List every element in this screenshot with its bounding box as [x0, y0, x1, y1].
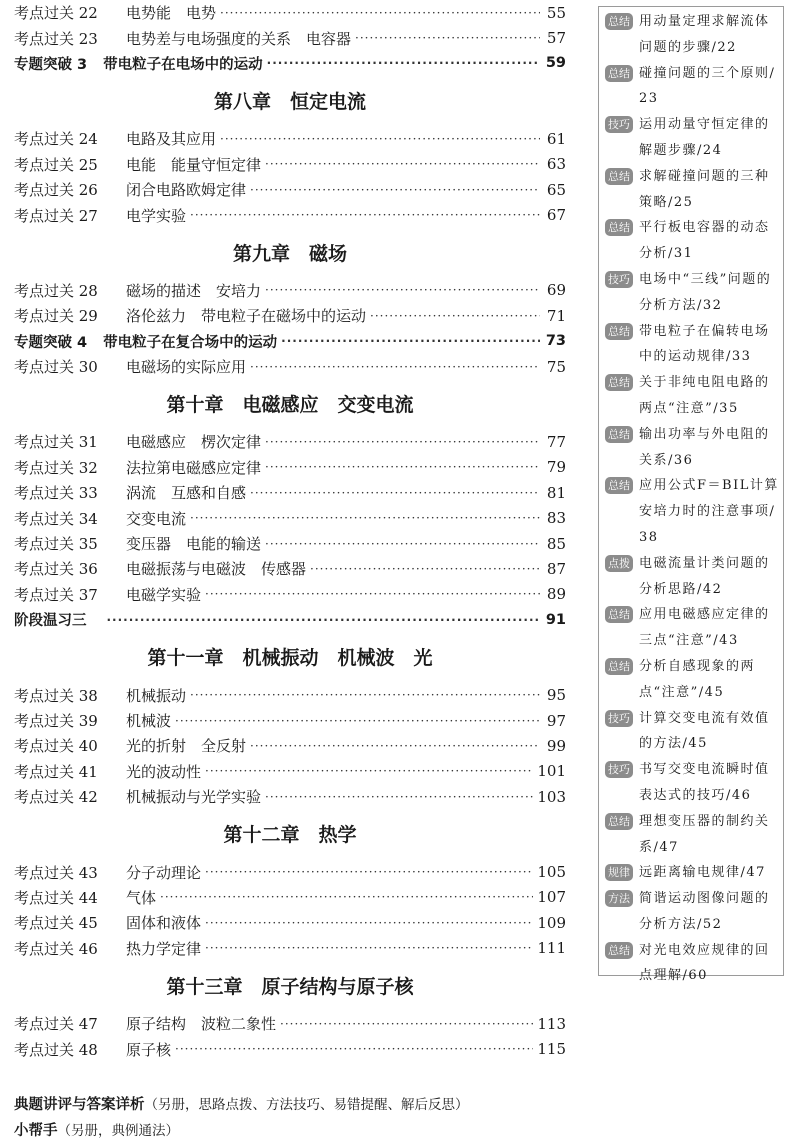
- sidebar-note: [605, 112, 779, 164]
- toc-entry[interactable]: [14, 354, 566, 379]
- entry-title: 机械振动与光学实验: [126, 786, 265, 807]
- note-text: 运用动量守恒定律的解题步骤/24: [639, 117, 770, 158]
- leader-dots: [265, 790, 533, 804]
- entry-title: 分子动理论: [126, 862, 205, 883]
- footer-helper-note: （另册，典例通法）: [57, 1123, 179, 1139]
- leader-dots: [281, 334, 540, 348]
- page-number: 81: [546, 483, 566, 502]
- page-number: 87: [546, 559, 566, 578]
- toc-entry[interactable]: [14, 303, 566, 328]
- note-tag-badge: 技巧: [605, 271, 633, 288]
- leader-dots: [220, 132, 540, 146]
- leader-dots: [250, 739, 540, 753]
- page-number: 77: [546, 432, 566, 451]
- table-of-contents: [14, 0, 566, 1062]
- entry-title: 电磁振荡与电磁波 传感器: [126, 558, 310, 579]
- toc-entry[interactable]: [14, 759, 566, 784]
- leader-dots: [267, 56, 540, 70]
- page-number: 57: [546, 29, 566, 48]
- leader-dots: [250, 360, 540, 374]
- note-text: 理想变压器的制约关系/47: [639, 813, 770, 855]
- sidebar-note: [605, 215, 779, 267]
- entry-code: 考点过关 45: [14, 914, 98, 933]
- sidebar-note: [605, 319, 779, 371]
- note-tag-badge: 总结: [605, 65, 633, 82]
- leader-dots: [205, 865, 533, 879]
- page-number: 109: [537, 913, 566, 932]
- special-entry[interactable]: [14, 329, 566, 354]
- entry-code: 考点过关 37: [14, 585, 98, 604]
- special-entry[interactable]: [14, 51, 566, 76]
- entry-title: 闭合电路欧姆定律: [126, 179, 250, 200]
- sidebar-note: [605, 654, 779, 706]
- entry-code: 考点过关 44: [14, 888, 98, 907]
- toc-entry[interactable]: [14, 936, 566, 961]
- leader-dots: [265, 460, 540, 474]
- leader-dots: [160, 890, 533, 904]
- entry-code: 专题突破 3: [14, 56, 88, 73]
- toc-entry[interactable]: [14, 708, 566, 733]
- leader-dots: [205, 941, 533, 955]
- sidebar-note: [605, 938, 779, 990]
- sidebar-note: [605, 602, 779, 654]
- note-text: 电磁流量计类问题的分析思路/42: [639, 555, 770, 597]
- toc-entry[interactable]: [14, 582, 566, 607]
- note-tag-badge: 总结: [605, 477, 633, 494]
- footer-helper-title: 小帮手: [14, 1123, 58, 1139]
- note-tag-badge: 总结: [605, 813, 633, 830]
- note-tag-badge: 技巧: [605, 761, 633, 778]
- toc-entry[interactable]: [14, 733, 566, 758]
- note-tag-badge: 总结: [605, 374, 633, 391]
- leader-dots: [370, 309, 540, 323]
- page-number: 97: [546, 711, 566, 730]
- leader-dots: [205, 916, 533, 930]
- page-number: 61: [546, 129, 566, 148]
- entry-title: 涡流 互感和自感: [126, 482, 250, 503]
- note-text: 关于非纯电阻电路的两点“注意”/35: [639, 375, 770, 416]
- sidebar-note: [605, 9, 779, 61]
- sidebar-note: [605, 757, 779, 809]
- note-text: 电场中“三线”问题的分析方法/32: [639, 271, 772, 313]
- note-text: 求解碰撞问题的三种策略/25: [639, 168, 770, 210]
- chapter-heading: 第八章 恒定电流: [213, 91, 366, 114]
- toc-entry[interactable]: [14, 885, 566, 910]
- note-tag-badge: 总结: [605, 658, 633, 675]
- page-number: 101: [537, 762, 566, 781]
- leader-dots: [265, 283, 540, 297]
- note-tag-badge: 技巧: [605, 710, 633, 727]
- toc-entry[interactable]: [14, 910, 566, 935]
- page-number: 63: [546, 155, 566, 174]
- sidebar-note: [605, 809, 779, 861]
- page-number: 91: [545, 611, 566, 628]
- entry-code: 考点过关 42: [14, 788, 98, 807]
- page-number: 99: [546, 736, 566, 755]
- toc-entry[interactable]: [14, 682, 566, 707]
- leader-dots: [250, 183, 540, 197]
- leader-dots: [190, 688, 540, 702]
- entry-code: 考点过关 33: [14, 484, 98, 503]
- page-number: 111: [537, 939, 566, 958]
- entry-title: 电路及其应用: [126, 128, 220, 149]
- entry-title: 交变电流: [126, 508, 190, 529]
- note-tag-badge: 总结: [605, 426, 633, 443]
- sidebar-note: [605, 473, 779, 550]
- entry-code: 考点过关 23: [14, 29, 98, 48]
- toc-entry[interactable]: [14, 505, 566, 530]
- entry-title: 热力学定律: [126, 938, 205, 959]
- entry-code: 考点过关 41: [14, 762, 98, 781]
- footer-answers-note: （另册，思路点拨、方法技巧、易错提醒、解后反思）: [144, 1097, 469, 1113]
- leader-dots: [175, 714, 540, 728]
- entry-code: 考点过关 25: [14, 155, 98, 174]
- entry-code: 考点过关 38: [14, 686, 98, 705]
- page-number: 71: [546, 306, 566, 325]
- page-number: 107: [537, 888, 566, 907]
- toc-entry[interactable]: [14, 177, 566, 202]
- note-text: 输出功率与外电阻的关系/36: [639, 426, 770, 468]
- toc-entry[interactable]: [14, 784, 566, 809]
- note-text: 分析自感现象的两点“注意”/45: [639, 658, 756, 700]
- sidebar-note: [605, 706, 779, 758]
- leader-dots: [265, 157, 540, 171]
- entry-code: 考点过关 28: [14, 281, 98, 300]
- chapter-heading: 第十二章 热学: [223, 824, 357, 847]
- entry-title: 带电粒子在电场中的运动: [103, 53, 267, 74]
- note-text: 带电粒子在偏转电场中的运动规律/33: [639, 323, 770, 365]
- toc-entry[interactable]: [14, 1011, 566, 1036]
- entry-code: 考点过关 29: [14, 307, 98, 326]
- page-number: 113: [537, 1014, 566, 1033]
- entry-title: 磁场的描述 安培力: [126, 280, 265, 301]
- page-number: 59: [545, 55, 566, 72]
- toc-entry[interactable]: [14, 480, 566, 505]
- entry-title: 洛伦兹力 带电粒子在磁场中的运动: [126, 305, 370, 326]
- entry-title: 法拉第电磁感应定律: [126, 457, 265, 478]
- entry-code: 考点过关 35: [14, 535, 98, 554]
- toc-entry[interactable]: [14, 455, 566, 480]
- entry-code: 考点过关 48: [14, 1040, 98, 1059]
- entry-code: 考点过关 32: [14, 458, 98, 477]
- chapter-heading: 第九章 磁场: [232, 242, 347, 265]
- note-text: 碰撞问题的三个原则/23: [639, 65, 776, 107]
- sidebar-note: [605, 164, 779, 216]
- sidebar-note: [605, 61, 779, 113]
- entry-title: 电势差与电场强度的关系 电容器: [126, 28, 355, 49]
- page-number: 55: [546, 3, 566, 22]
- entry-code: 考点过关 30: [14, 358, 98, 377]
- leader-dots: [280, 1017, 533, 1031]
- entry-title: 电能 能量守恒定律: [126, 154, 265, 175]
- leader-dots: [190, 511, 540, 525]
- entry-title: 电磁场的实际应用: [126, 356, 250, 377]
- sidebar-note: [605, 551, 779, 603]
- leader-dots: [355, 31, 540, 45]
- page-number: 103: [537, 787, 566, 806]
- entry-title: 原子结构 波粒二象性: [126, 1013, 280, 1034]
- page-number: 79: [546, 458, 566, 477]
- page-number: 83: [546, 509, 566, 528]
- footer-notes: [14, 1092, 574, 1144]
- note-text: 应用公式F＝BIL计算安培力时的注意事项/38: [639, 478, 779, 545]
- entry-code: 考点过关 24: [14, 130, 98, 149]
- toc-entry[interactable]: [14, 429, 566, 454]
- sidebar-note: [605, 860, 779, 886]
- note-tag-badge: 总结: [605, 606, 633, 623]
- page-number: 75: [546, 357, 566, 376]
- footer-line-helper: [14, 1118, 574, 1144]
- entry-title: 气体: [126, 887, 160, 908]
- page-number: 89: [546, 585, 566, 604]
- toc-entry[interactable]: [14, 152, 566, 177]
- entry-code: 考点过关 22: [14, 4, 98, 23]
- entry-code: 考点过关 43: [14, 863, 98, 882]
- toc-entry[interactable]: [14, 859, 566, 884]
- note-text: 远距离输电规律/47: [639, 865, 766, 881]
- page-number: 67: [546, 206, 566, 225]
- note-tag-badge: 方法: [605, 890, 633, 907]
- page-number: 115: [537, 1040, 566, 1059]
- toc-entry[interactable]: [14, 202, 566, 227]
- toc-entry[interactable]: [14, 531, 566, 556]
- note-text: 用动量定理求解流体问题的步骤/22: [639, 14, 770, 55]
- note-tag-badge: 总结: [605, 168, 633, 185]
- sidebar-note: [605, 886, 779, 938]
- toc-entry[interactable]: [14, 0, 566, 25]
- leader-dots: [265, 537, 540, 551]
- entry-title: 变压器 电能的输送: [126, 533, 265, 554]
- entry-code: 阶段温习三: [14, 613, 87, 630]
- leader-dots: [107, 613, 541, 627]
- toc-entry[interactable]: [14, 1036, 566, 1061]
- entry-title: 光的波动性: [126, 761, 205, 782]
- page-number: 73: [545, 333, 566, 350]
- toc-entry[interactable]: [14, 556, 566, 581]
- chapter-heading: 第十章 电磁感应 交变电流: [166, 394, 414, 417]
- leader-dots: [205, 764, 533, 778]
- leader-dots: [205, 587, 540, 601]
- sidebar-note: [605, 267, 779, 319]
- entry-title: 电势能 电势: [126, 2, 220, 23]
- toc-entry[interactable]: [14, 278, 566, 303]
- entry-code: 考点过关 47: [14, 1015, 98, 1034]
- note-text: 书写交变电流瞬时值表达式的技巧/46: [639, 762, 770, 803]
- special-entry[interactable]: [14, 607, 566, 632]
- note-tag-badge: 点拨: [605, 555, 633, 572]
- sidebar-note: [605, 370, 779, 422]
- entry-title: 原子核: [126, 1039, 175, 1060]
- entry-title: 机械振动: [126, 685, 190, 706]
- chapter-heading: 第十一章 机械振动 机械波 光: [147, 647, 433, 670]
- sidebar-note: [605, 422, 779, 474]
- entry-code: 考点过关 34: [14, 509, 98, 528]
- note-tag-badge: 总结: [605, 219, 633, 236]
- entry-title: 光的折射 全反射: [126, 735, 250, 756]
- entry-code: 考点过关 46: [14, 939, 98, 958]
- page-number: 65: [546, 180, 566, 199]
- note-tag-badge: 规律: [605, 864, 633, 881]
- entry-code: 考点过关 26: [14, 181, 98, 200]
- leader-dots: [310, 562, 540, 576]
- chapter-heading: 第十三章 原子结构与原子核: [166, 975, 414, 998]
- entry-title: 固体和液体: [126, 912, 205, 933]
- entry-code: 专题突破 4: [14, 334, 88, 351]
- leader-dots: [190, 208, 540, 222]
- entry-code: 考点过关 40: [14, 737, 98, 756]
- note-text: 对光电效应规律的回点理解/60: [639, 942, 770, 984]
- entry-title: 电磁感应 楞次定律: [126, 431, 265, 452]
- page-number: 95: [546, 686, 566, 705]
- entry-code: 考点过关 39: [14, 712, 98, 730]
- note-text: 应用电磁感应定律的三点“注意”/43: [639, 607, 770, 649]
- footer-answers-title: 典题讲评与答案详析: [14, 1097, 145, 1113]
- leader-dots: [220, 6, 540, 20]
- leader-dots: [250, 486, 540, 500]
- entry-title: 带电粒子在复合场中的运动: [103, 331, 281, 352]
- entry-code: 考点过关 27: [14, 206, 98, 225]
- note-tag-badge: 总结: [605, 13, 633, 30]
- entry-code: 考点过关 31: [14, 433, 98, 452]
- page-number: 105: [537, 863, 566, 882]
- note-tag-badge: 总结: [605, 942, 633, 959]
- entry-title: 机械波: [126, 710, 175, 731]
- toc-entry[interactable]: [14, 25, 566, 50]
- entry-code: 考点过关 36: [14, 560, 98, 579]
- toc-entry[interactable]: [14, 126, 566, 151]
- entry-title: 电学实验: [126, 205, 190, 226]
- note-tag-badge: 总结: [605, 323, 633, 340]
- leader-dots: [175, 1042, 533, 1056]
- page-number: 69: [546, 281, 566, 300]
- leader-dots: [265, 435, 540, 449]
- note-tag-badge: 技巧: [605, 116, 633, 133]
- note-text: 简谐运动图像问题的分析方法/52: [639, 891, 770, 932]
- entry-title: 电磁学实验: [126, 584, 205, 605]
- method-sidebar: [598, 6, 784, 984]
- note-text: 平行板电容器的动态分析/31: [639, 220, 770, 262]
- footer-line-answers: [14, 1092, 574, 1118]
- note-text: 计算交变电流有效值的方法/45: [639, 710, 770, 752]
- page-number: 85: [546, 534, 566, 553]
